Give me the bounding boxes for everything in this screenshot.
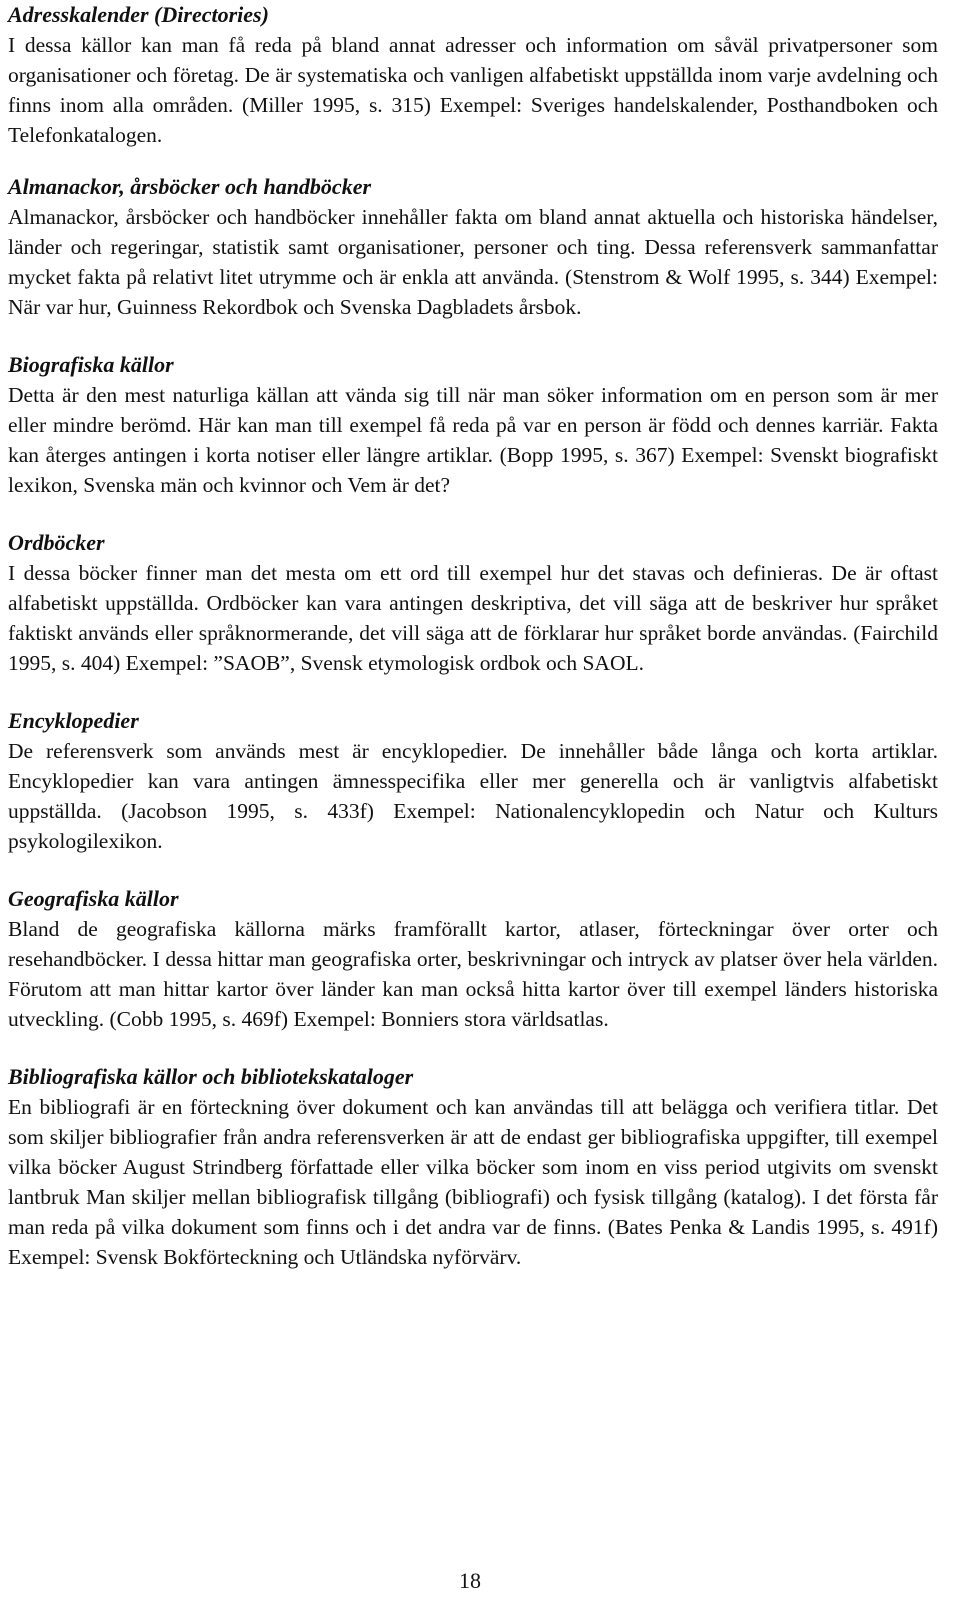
section-ordbocker [8, 528, 938, 678]
document-page [8, 0, 938, 1300]
section-heading: Geografiska källor [8, 886, 179, 911]
section-heading: Encyklopedier [8, 708, 139, 733]
section-heading: Biografiska källor [8, 352, 174, 377]
section-biografiska [8, 350, 938, 500]
section-heading: Ordböcker [8, 530, 105, 555]
section-body: Almanackor, årsböcker och handböcker innehåller fakta om bland annat aktuella och historiska händelser, länder och regeringar, statistik samt organisationer, personer och ting. Dessa referensverk sammanfattar mycket fakta på relativt litet utrymme och är enkla att använda. (Stenstrom & Wolf 1995, s. 344) Exempel: När var hur, Guinness Rekordbok och Svenska Dagbladets årsbok. [8, 205, 938, 319]
section-almanackor [8, 172, 938, 322]
section-bibliografiska [8, 1062, 938, 1272]
section-geografiska [8, 884, 938, 1034]
section-body: Bland de geografiska källorna märks framförallt kartor, atlaser, förteckningar över orter och resehandböcker. I dessa hittar man geografiska orter, beskrivningar och intryck av platser över hela världen. Förutom att man hittar kartor över länder kan man också hitta kartor över till exempel länders historiska utveckling. (Cobb 1995, s. 469f) Exempel: Bonniers stora världsatlas. [8, 917, 938, 1031]
section-body: I dessa böcker finner man det mesta om ett ord till exempel hur det stavas och definieras. De är oftast alfabetiskt uppställda. Ordböcker kan vara antingen deskriptiva, det vill säga att de beskriver hur språket faktiskt används eller språknormerande, det vill säga att de förklarar hur språket borde användas. (Fairchild 1995, s. 404) Exempel: ”SAOB”, Svensk etymologisk ordbok och SAOL. [8, 561, 938, 675]
section-body: I dessa källor kan man få reda på bland annat adresser och information om såväl privatpersoner som organisationer och företag. De är systematiska och vanligen alfabetiskt uppställda inom varje avdelning och finns inom alla områden. (Miller 1995, s. 315) Exempel: Sveriges handelskalender, Posthandboken och Telefonkatalogen. [8, 33, 938, 147]
section-heading: Adresskalender (Directories) [8, 2, 269, 27]
section-adresskalender [8, 0, 938, 150]
section-encyklopedier [8, 706, 938, 856]
section-heading: Bibliografiska källor och bibliotekskataloger [8, 1064, 414, 1089]
section-body: De referensverk som används mest är encyklopedier. De innehåller både långa och korta artiklar. Encyklopedier kan vara antingen ämnesspecifika eller mer generella och är vanligtvis alfabetiskt uppställda. (Jacobson 1995, s. 433f) Exempel: Nationalencyklopedin och Natur och Kulturs psykologilexikon. [8, 739, 938, 853]
section-body: Detta är den mest naturliga källan att vända sig till när man söker information om en person som är mer eller mindre berömd. Här kan man till exempel få reda på var en person är född och dennes karriär. Fakta kan återges antingen i korta notiser eller längre artiklar. (Bopp 1995, s. 367) Exempel: Svenskt biografiskt lexikon, Svenska män och kvinnor och Vem är det? [8, 383, 938, 497]
section-heading: Almanackor, årsböcker och handböcker [8, 174, 372, 199]
section-body: En bibliografi är en förteckning över dokument och kan användas till att belägga och verifiera titlar. Det som skiljer bibliografier från andra referensverken är att de endast ger bibliografiska uppgifter, till exempel vilka böcker August Strindberg författade eller vilka böcker som inom en viss period utgivits om svenskt lantbruk Man skiljer mellan bibliografisk tillgång (bibliografi) och fysisk tillgång (katalog). I det första får man reda på vilka dokument som finns och i det andra var de finns. (Bates Penka & Landis 1995, s. 491f) Exempel: Svensk Bokförteckning och Utländska nyförvärv. [8, 1095, 938, 1269]
page-number: 18 [459, 1568, 481, 1593]
